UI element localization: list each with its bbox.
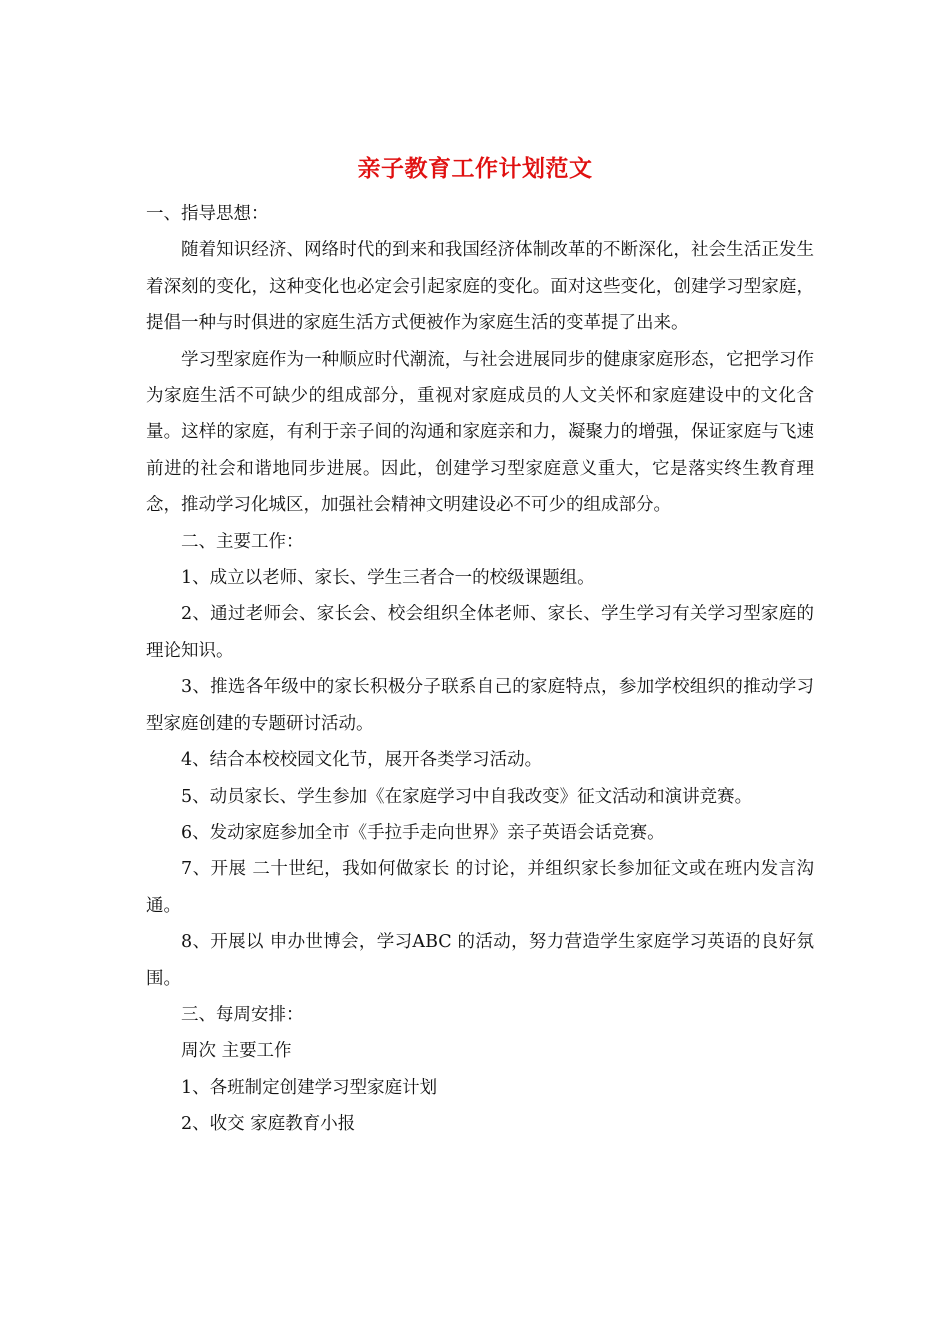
paragraph-1: 随着知识经济、网络时代的到来和我国经济体制改革的不断深化，社会生活正发生着深刻的变化，这种变化也必定会引起家庭的变化。面对这些变化，创建学习型家庭，提倡一种与时俱进的家庭生活方式便被作为家庭生活的变革提了出来。 (146, 240, 814, 334)
work-item: 4、结合本校校园文化节，展开各类学习活动。 (181, 750, 543, 771)
work-item: 1、成立以老师、家长、学生三者合一的校级课题组。 (181, 568, 595, 589)
schedule-header: 周次 主要工作 (181, 1041, 292, 1062)
work-item: 7、开展 二十世纪，我如何做家长 的讨论，并组织家长参加征文或在班内发言沟通。 (146, 859, 814, 916)
section-heading-main-work: 二、主要工作： (181, 531, 304, 552)
work-item: 6、发动家庭参加全市《手拉手走向世界》亲子英语会话竞赛。 (181, 822, 665, 843)
paragraph-2: 学习型家庭作为一种顺应时代潮流，与社会进展同步的健康家庭形态，它把学习作为家庭生活不可缺少的组成部分，重视对家庭成员的人文关怀和家庭建设中的文化含量。这样的家庭，有利于亲子间的沟通和家庭亲和力，凝聚力的增强，保证家庭与飞速前进的社会和谐地同步进展。因此，创建学习型家庭意义重大，它是落实终生教育理念，推动学习化城区，加强社会精神文明建设必不可少的组成部分。 (146, 349, 814, 516)
section-heading-guiding-ideology: 一、指导思想： (146, 204, 269, 224)
section-heading-weekly-schedule: 三、每周安排： (181, 1004, 304, 1025)
schedule-item: 1、各班制定创建学习型家庭计划 (181, 1077, 438, 1098)
work-item: 8、开展以 申办世博会，学习ABC 的活动，努力营造学生家庭学习英语的良好氛围。 (146, 932, 814, 989)
schedule-item: 2、收交 家庭教育小报 (181, 1114, 356, 1135)
document-body (146, 196, 814, 1143)
document-title: 亲子教育工作计划范文 (357, 155, 593, 182)
work-item: 3、推选各年级中的家长积极分子联系自己的家庭特点，参加学校组织的推动学习型家庭创建的专题研讨活动。 (146, 677, 814, 734)
work-item: 5、动员家长、学生参加《在家庭学习中自我改变》征文活动和演讲竞赛。 (181, 786, 753, 807)
work-item: 2、通过老师会、家长会、校会组织全体老师、家长、学生学习有关学习型家庭的理论知识。 (146, 604, 814, 661)
